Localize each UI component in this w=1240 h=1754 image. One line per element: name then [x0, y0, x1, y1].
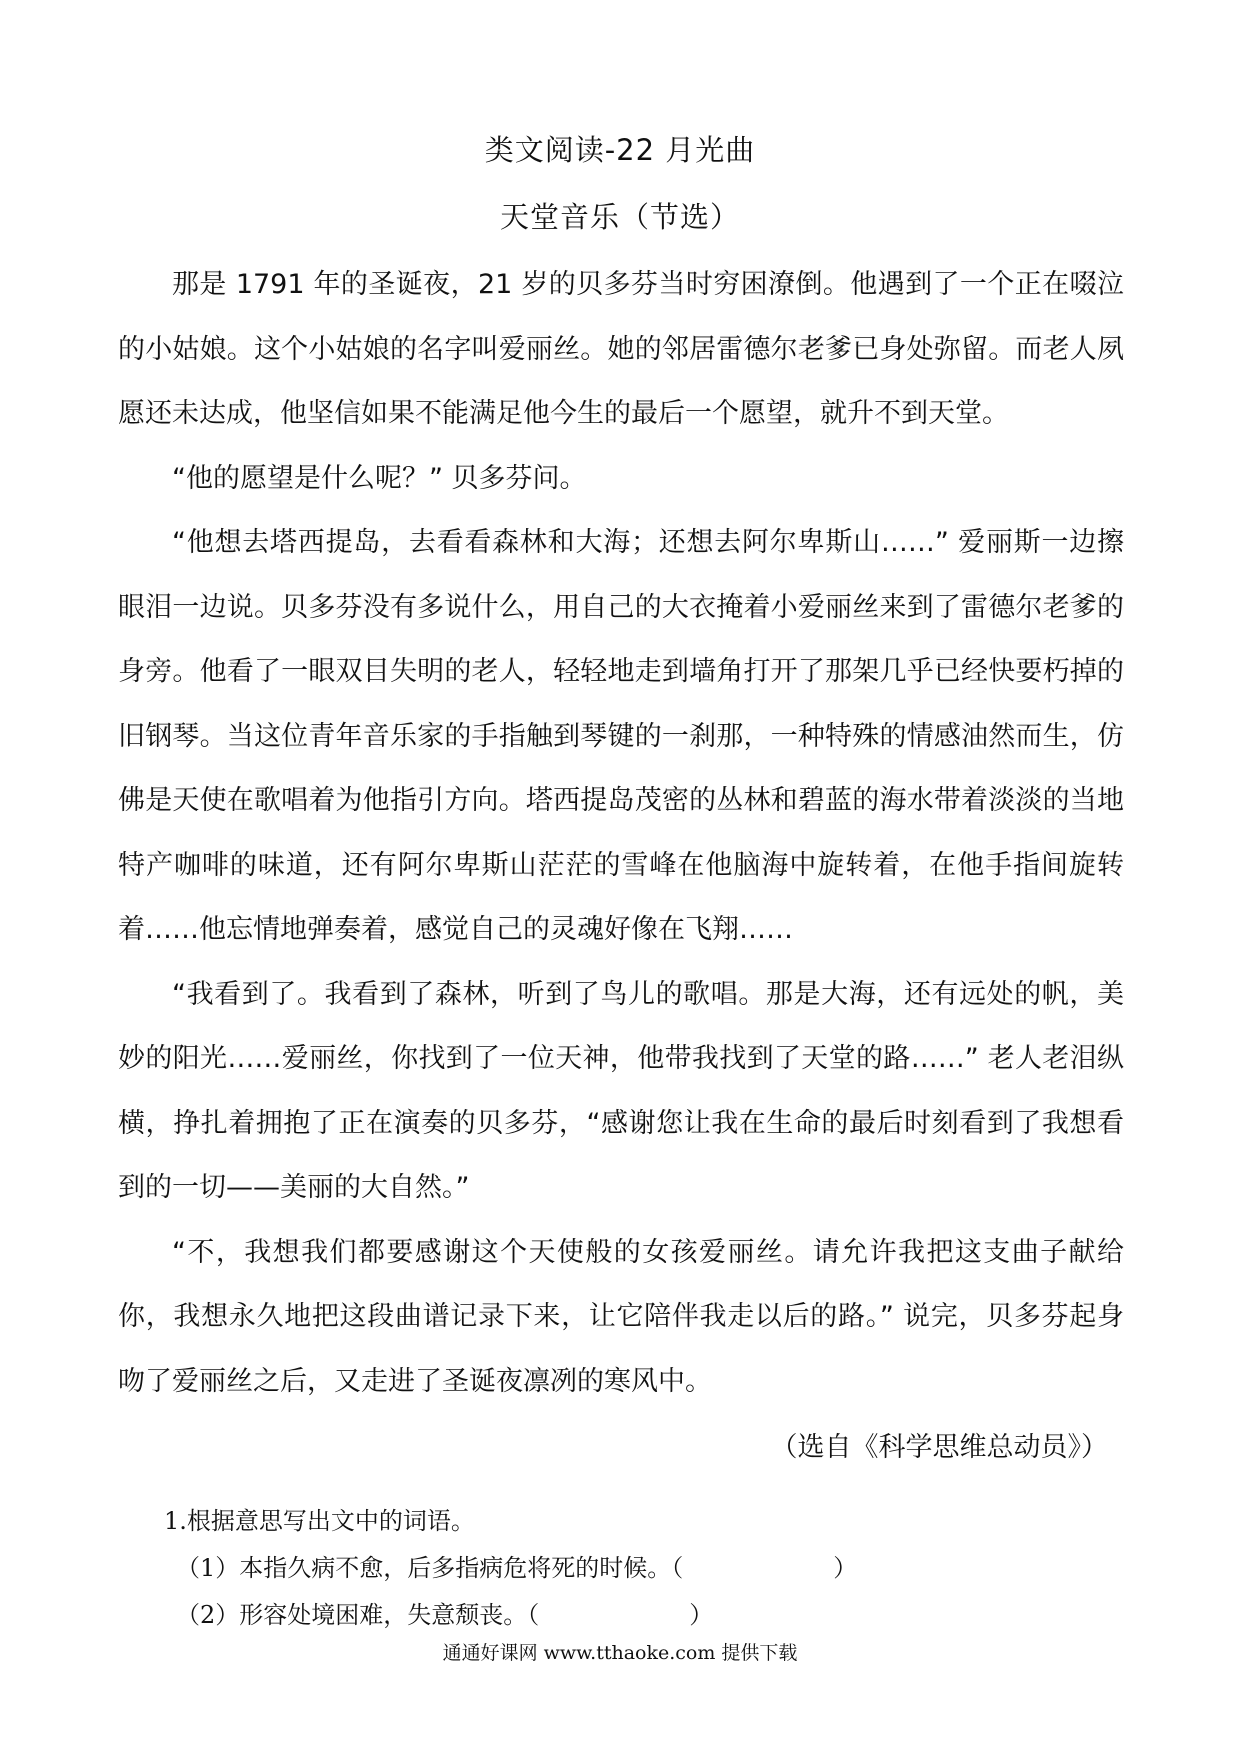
question-bracket: ）: [833, 1554, 858, 1582]
source-citation: （选自《科学思维总动员》）: [770, 1432, 1108, 1463]
paragraph: “他的愿望是什么呢？” 贝多芬问。: [172, 462, 587, 494]
paragraph: “他想去塔西提岛，去看看森林和大海；还想去阿尔卑斯山……” 爱丽斯一边擦眼泪一边说。贝多芬没有多说什么，用自己的大衣掩着小爱丽丝来到了雷德尔老爹的身旁。他看了一眼双目失明的老人，轻轻地走到墙角打开了那架几乎已经快要朽掉的旧钢琴。当这位青年音乐家的手指触到琴键的一刹那，一种特殊的情感油然而生，仿佛是天使在歌唱着为他指引方向。塔西提岛茂密的丛林和碧蓝的海水带着淡淡的当地特产咖啡的味道，还有阿尔卑斯山茫茫的雪峰在他脑海中旋转着，在他手指间旋转着……他忘情地弹奏着，感觉自己的灵魂好像在飞翔……: [118, 527, 1124, 945]
question-text: （2）形容处境困难，失意颓丧。（: [176, 1601, 540, 1629]
page-footer: 通通好课网 www.tthaoke.com 提供下载: [442, 1642, 798, 1664]
question-item: [164, 1545, 857, 1592]
paragraph: 那是 1791 年的圣诞夜，21 岁的贝多芬当时穷困潦倒。他遇到了一个正在啜泣的小姑娘。这个小姑娘的名字叫爱丽丝。她的邻居雷德尔老爹已身处弥留。而老人夙愿还未达成，他坚信如果不能满足他今生的最后一个愿望，就升不到天堂。: [118, 269, 1124, 429]
question-section: [164, 1498, 857, 1639]
article-body: [118, 253, 1124, 1414]
document-subtitle: 天堂音乐（节选）: [499, 200, 740, 234]
question-heading: 1.根据意思写出文中的词语。: [164, 1507, 475, 1535]
question-item: [164, 1592, 857, 1639]
question-text: （1）本指久病不愈，后多指病危将死的时候。（: [176, 1554, 684, 1582]
question-bracket: ）: [689, 1601, 714, 1629]
document-title: 类文阅读-22 月光曲: [484, 133, 756, 167]
paragraph: “我看到了。我看到了森林，听到了鸟儿的歌唱。那是大海，还有远处的帆，美妙的阳光……爱丽丝，你找到了一位天神，他带我找到了天堂的路……” 老人老泪纵横，挣扎着拥抱了正在演奏的贝多芬，“感谢您让我在生命的最后时刻看到了我想看到的一切——美丽的大自然。”: [118, 978, 1124, 1203]
paragraph: “不，我想我们都要感谢这个天使般的女孩爱丽丝。请允许我把这支曲子献给你，我想永久地把这段曲谱记录下来，让它陪伴我走以后的路。” 说完，贝多芬起身吻了爱丽丝之后，又走进了圣诞夜凛冽的寒风中。: [118, 1236, 1124, 1397]
